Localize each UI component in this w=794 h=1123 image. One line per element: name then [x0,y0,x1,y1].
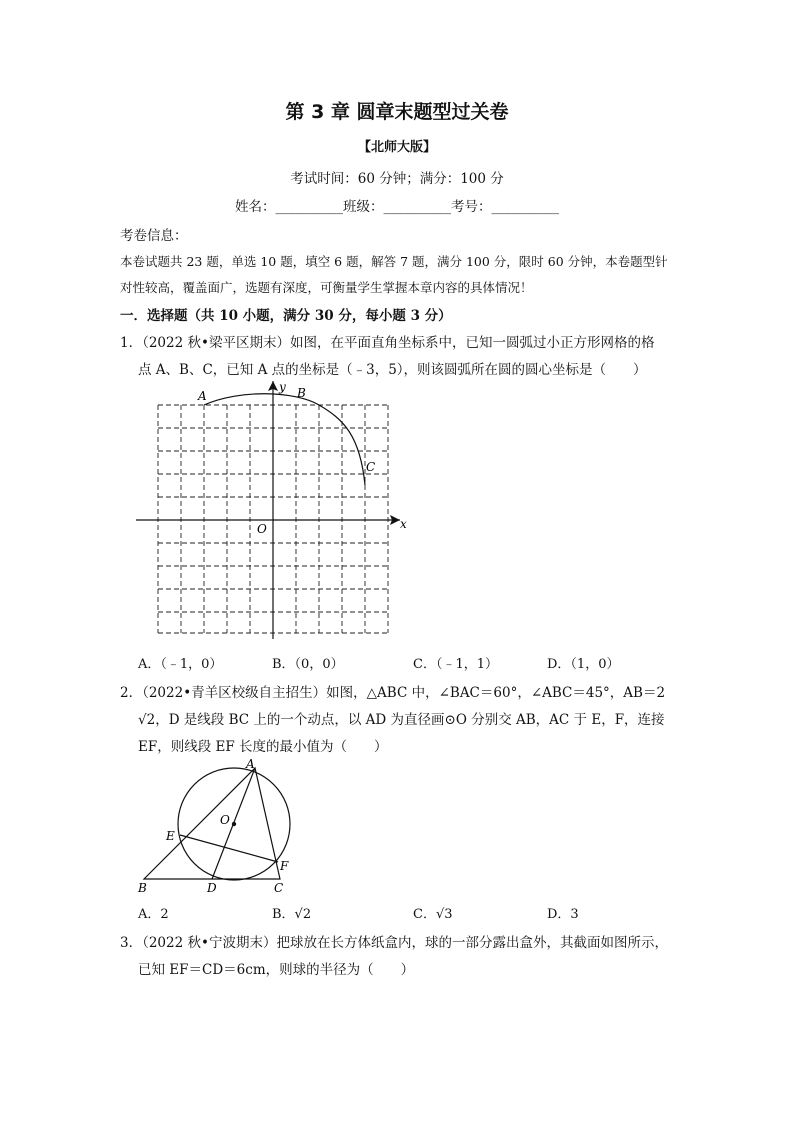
q1-label-b: B [297,386,306,400]
q1-label-y: y [279,380,286,394]
q1-line-2: 点 A、B、C，已知 A 点的坐标是（﹣3，5），则该圆弧所在圆的圆心坐标是（ ） [138,362,647,378]
name-class-number-line: 姓名：__________班级：__________考号：__________ [235,199,559,215]
q2-label-c: C [274,881,284,895]
q2-label-o: O [220,813,230,827]
q2-label-b: B [138,881,147,895]
edition-label: 【北师大版】 [357,140,436,155]
q1-option-b: B．（0，0） [272,657,344,672]
q2-option-b: B．√2 [272,907,312,922]
q2-option-a: A．2 [138,907,169,922]
intro-label: 考卷信息： [120,228,188,244]
q3-line-2: 已知 EF＝CD＝6cm，则球的半径为（ ） [138,962,415,978]
q2-triangle [144,768,280,879]
intro-line-1: 本卷试题共 23 题，单选 10 题，填空 6 题，解答 7 题，满分 100 分，限时 60 分钟，本卷题型针 [120,254,668,269]
exam-info: 考试时间：60 分钟；满分：100 分 [290,171,504,187]
q2-label-f: F [280,859,289,873]
q2-option-c: C．√3 [413,907,453,922]
q2-line-2: √2，D 是线段 BC 上的一个动点，以 AD 为直径画⊙O 分别交 AB，AC 于 E，F，连接 [138,712,665,728]
q2-line-3: EF，则线段 EF 长度的最小值为（ ） [138,739,388,755]
q2-segment-ef [180,835,278,862]
q1-figure [120,375,420,647]
q1-label-o: O [257,522,267,536]
q2-label-e: E [166,829,175,843]
q1-option-a: A．（﹣1，0） [138,657,223,672]
q1-label-x: x [400,517,407,531]
q2-figure [132,758,307,898]
q1-line-1: 1．（2022 秋•梁平区期末）如图，在平面直角坐标系中，已知一圆弧过小正方形网格的格 [120,335,655,351]
q2-center-dot [232,822,236,826]
section-heading: 一．选择题（共 10 小题，满分 30 分，每小题 3 分） [120,308,452,324]
q1-label-c: C [366,460,376,474]
q2-label-d: D [207,881,217,895]
q3-line-1: 3．（2022 秋•宁波期末）把球放在长方体纸盒内，球的一部分露出盒外，其截面如图所示， [120,935,668,951]
q1-label-a: A [198,389,207,403]
q2-label-a: A [246,758,255,771]
q1-option-d: D．（1，0） [547,657,620,672]
q1-option-c: C．（﹣1，1） [413,657,498,672]
page-title: 第 3 章 圆章末题型过关卷 [285,101,509,123]
q2-option-d: D．3 [547,907,579,922]
q1-arc [204,394,365,485]
intro-line-2: 对性较高，覆盖面广，选题有深度，可衡量学生掌握本章内容的具体情况！ [120,280,533,295]
q2-line-1: 2．（2022•青羊区校级自主招生）如图，△ABC 中，∠BAC＝60°，∠ABC＝45°，AB＝2 [120,685,666,701]
